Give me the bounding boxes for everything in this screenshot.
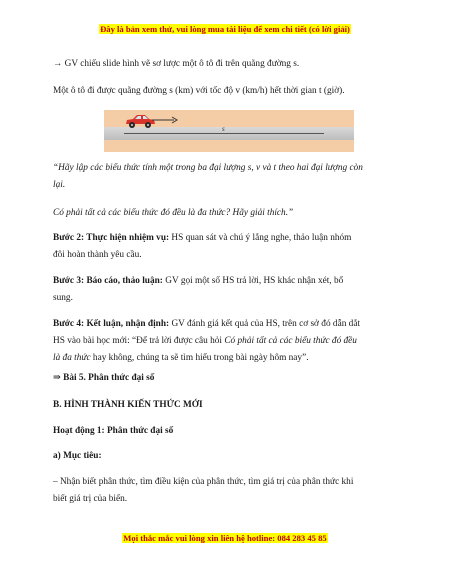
objective-paragraph: – Nhận biết phân thức, tìm điều kiện của phân thức, tìm giá trị của phân thức khi biết giá trị của biến. <box>53 477 354 504</box>
step-4-title: Bước 4: Kết luận, nhận định: <box>53 319 170 329</box>
question-2-paragraph: Có phải tất cả các biểu thức đó đều là đa thức? Hãy giải thích.” <box>53 208 294 218</box>
distance-label: s <box>222 125 225 133</box>
preview-notice-banner <box>0 24 450 34</box>
hotline-banner <box>0 533 450 543</box>
problem-paragraph: Một ô tô đi được quãng đường s (km) với tốc độ v (km/h) hết thời gian t (giờ). <box>53 86 345 96</box>
car-distance-figure <box>104 110 354 152</box>
step-2-title: Bước 2: Thực hiện nhiệm vụ: <box>53 233 170 243</box>
distance-line <box>124 133 324 134</box>
step-4-paragraph: Bước 4: Kết luận, nhận định: GV đánh giá kết quả của HS, trên cơ sở đó dẫn dắt HS vào bài học mới: “Để trả lời được câu hỏi Có phải tất cả các biểu thức đó đều là đa thức hay không, chúng ta sẽ tìm hiểu trong bài ngày hôm nay”. <box>53 319 361 363</box>
direction-arrow-icon <box>152 116 178 124</box>
preview-notice-text: Đây là bản xem thử, vui lòng mua tài liệu để xem chi tiết (có lời giải) <box>100 24 350 34</box>
intro-text: GV chiếu slide hình vẽ sơ lược một ô tô đi trên quãng đường s. <box>64 59 300 69</box>
question-paragraph: “Hãy lập các biểu thức tính một trong ba đại lượng s, v và t theo hai đại lượng còn lại. <box>53 163 363 190</box>
hotline-text: Mọi thắc mắc vui lòng xin liên hệ hotline: 084 283 45 85 <box>123 533 327 543</box>
lesson-title: ⇒ Bài 5. Phân thức đại số <box>53 373 155 383</box>
step-2-paragraph: Bước 2: Thực hiện nhiệm vụ: HS quan sát và chú ý lắng nghe, thảo luận nhóm đôi hoàn thành yêu cầu. <box>53 233 352 260</box>
arrow-icon: → <box>53 59 63 69</box>
step-3-paragraph: Bước 3: Báo cáo, thảo luận: GV gọi một số HS trả lời, HS khác nhận xét, bổ sung. <box>53 276 344 303</box>
objective-heading: a) Mục tiêu: <box>53 451 102 461</box>
activity-heading: Hoạt động 1: Phân thức đại số <box>53 426 174 436</box>
section-heading: B. HÌNH THÀNH KIẾN THỨC MỚI <box>53 400 203 410</box>
intro-paragraph <box>53 56 399 73</box>
step-3-title: Bước 3: Báo cáo, thảo luận: <box>53 276 163 286</box>
